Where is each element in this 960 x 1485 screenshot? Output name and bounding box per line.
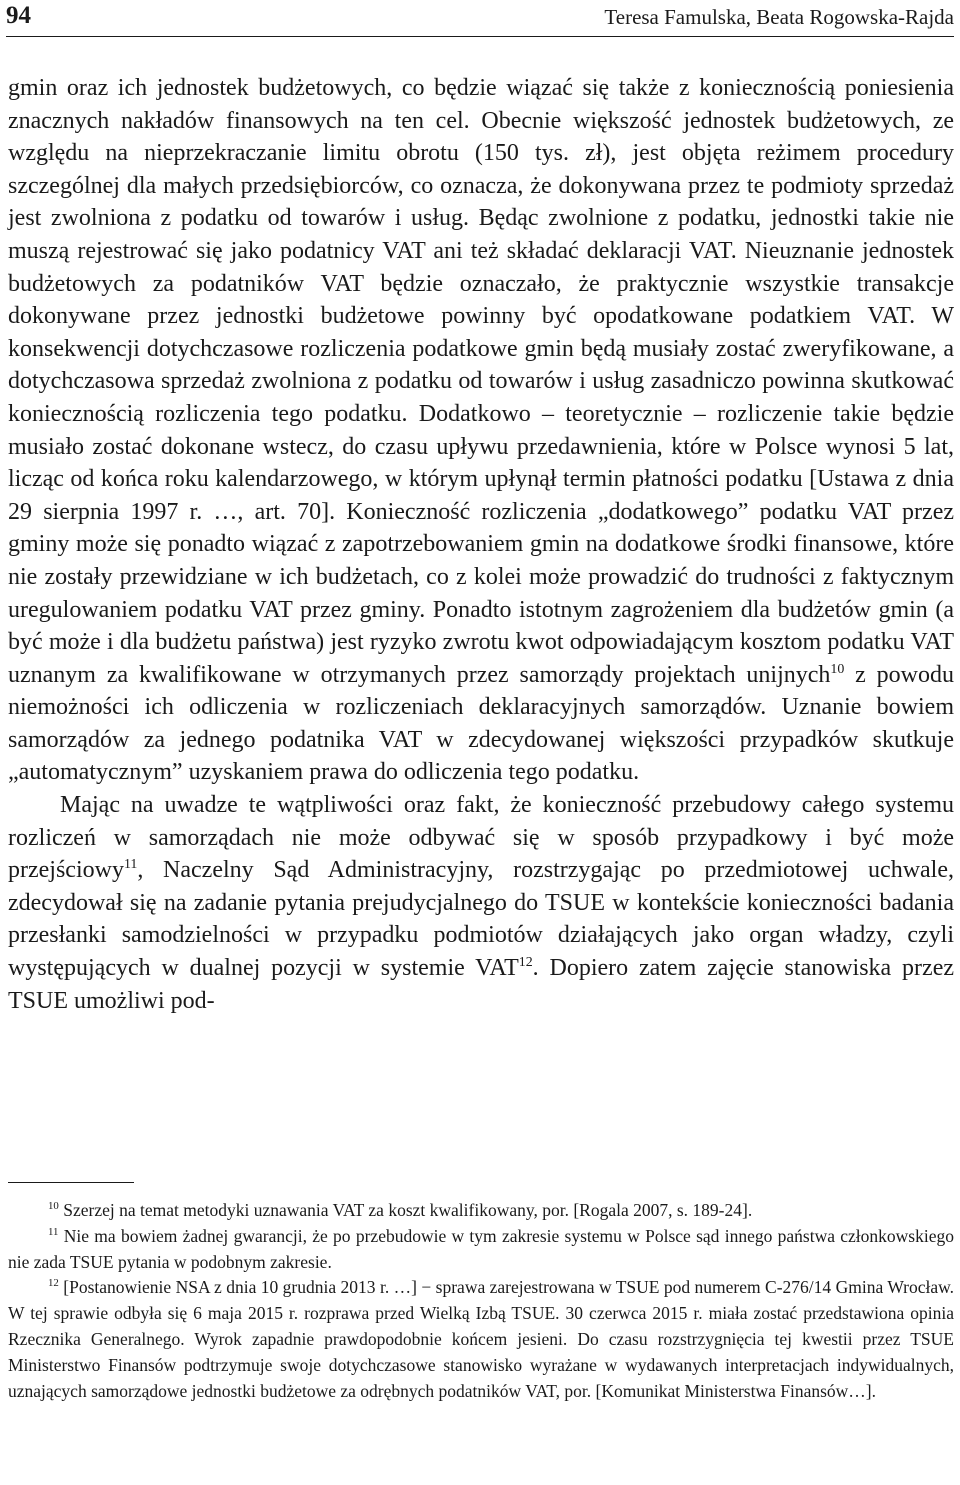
footnote-ref-11: 11 xyxy=(123,857,138,873)
footnote-text: [Postanowienie NSA z dnia 10 grudnia 2013 r. …] − sprawa zarejestrowana w TSUE pod numerem C-276/14 Gmina Wrocław. W tej sprawie odbyła się 6 maja 2015 r. rozprawa przed Wielką Izbą TSUE. 30 czerwca 2015 r. miała zostać przedstawiona opinia Rzecznika Generalnego. Wyrok zapadnie prawdopodobnie końcem jesieni. Do czasu rozstrzygnięcia tej kwestii przez TSUE Ministerstwo Finansów podtrzymuje swoje dotychczasowe stanowisko wyrażane w wydawanych interpretacjach indywidualnych, uznających samorządowe jednostki budżetowe za odrębnych podatników VAT, por. [Komunikat Ministerstwa Finansów…]. xyxy=(8,1277,954,1401)
page-number: 94 xyxy=(6,2,31,29)
footnote-text: Szerzej na temat metodyki uznawania VAT za koszt kwalifikowany, por. [Rogala 2007, s. 189-24]. xyxy=(58,1200,753,1220)
footnote-12 xyxy=(8,1275,954,1404)
paragraph-1-text-cont: z powodu niemożności ich odliczenia w rozliczeniach deklaracyjnych samorządów. Uznanie bowiem samorządów za jednego podatnika VAT w zdecydowanej większości przypadków skutkuje „automatycznym” uzyskaniem prawa do odliczenia tego podatku. xyxy=(8,661,954,786)
footnote-number: 10 xyxy=(48,1200,59,1213)
footnote-ref-10: 10 xyxy=(830,661,845,677)
footnote-text: Nie ma bowiem żadnej gwarancji, że po przebudowie w tym zakresie systemu w Polsce sąd innego państwa członkowskiego nie zada TSUE pytania w podobnym zakresie. xyxy=(8,1225,954,1272)
footnote-11 xyxy=(8,1224,954,1276)
footnote-ref-12: 12 xyxy=(518,955,533,971)
footnote-separator xyxy=(8,1182,134,1183)
running-head: Teresa Famulska, Beata Rogowska-Rajda xyxy=(604,5,954,29)
paragraph-1 xyxy=(8,72,954,789)
footnote-number: 11 xyxy=(48,1225,59,1238)
paragraph-2-text-end: . Dopiero zatem zajęcie stanowiska przez TSUE umożliwi pod- xyxy=(8,955,955,1014)
footnote-number: 12 xyxy=(48,1277,59,1290)
footnote-10 xyxy=(8,1198,954,1224)
page-header xyxy=(6,2,954,37)
paragraph-2-text: Mając na uwadze te wątpliwości oraz fakt, że konieczność przebudowy całego systemu rozliczeń w samorządach nie może odbywać się w sposób przypadkowy i być może przejściowy xyxy=(8,792,954,884)
paragraph-1-text: gmin oraz ich jednostek budżetowych, co będzie wiązać się także z koniecznością poniesienia znacznych nakładów finansowych na ten cel. Obecnie większość jednostek budżetowych, ze względu na nieprzekraczanie limitu obrotu (150 tys. zł), jest objęta reżimem procedury szczególnej dla małych przedsiębiorców, co oznacza, że dokonywana przez te podmioty sprzedaż jest zwolniona z podatku od towarów i usług. Będąc zwolnione z podatku, jednostki takie nie muszą rejestrować się jako podatnicy VAT ani też składać deklaracji VAT. Nieuznanie jednostek budżetowych za podatników VAT będzie oznaczało, że praktycznie wszystkie transakcje dokonywane przez jednostki budżetowe powinny być opodatkowane podatkiem VAT. W konsekwencji dotychczasowe rozliczenia podatkowe gmin będą musiały zostać zweryfikowane, a dotychczasowa sprzedaż zwolniona z podatku od towarów i usług zasadniczo powinna skutkować koniecznością rozliczenia tego podatku. Dodatkowo – teoretycznie – rozliczenie takie będzie musiało zostać dokonane wstecz, do czasu upływu przedawnienia, które w Polsce wynosi 5 lat, licząc od końca roku kalendarzowego, w którym upłynął termin płatności podatku [Ustawa z dnia 29 sierpnia 1997 r. …, art. 70]. Konieczność rozliczenia „dodatkowego” podatku VAT przez gminy może się ponadto wiązać z zapotrzebowaniem gmin na dodatkowe środki finansowe, które nie zostały przewidziane w ich budżetach, co z kolei może prowadzić do trudności z faktycznym uregulowaniem podatku VAT przez gminy. Ponadto istotnym zagrożeniem dla budżetów gmin (a być może i dla budżetu państwa) jest ryzyko zwrotu kwot odpowiadającym kosztom podatku VAT uznanym za kwalifikowane w otrzymanych przez samorządy projektach unijnych xyxy=(8,75,954,688)
paragraph-2 xyxy=(8,789,954,1017)
paragraph-2-text-cont: , Naczelny Sąd Administracyjny, rozstrzygając po przedmiotowej uchwale, zdecydował się na zadanie pytania prejudycjalnego do TSUE w kontekście konieczności badania przesłanki samodzielności w przypadku podmiotów działających jako organ władzy, czyli występujących w dualnej pozycji w systemie VAT xyxy=(8,857,954,982)
footnotes xyxy=(8,1198,954,1404)
body-text xyxy=(8,72,954,1017)
